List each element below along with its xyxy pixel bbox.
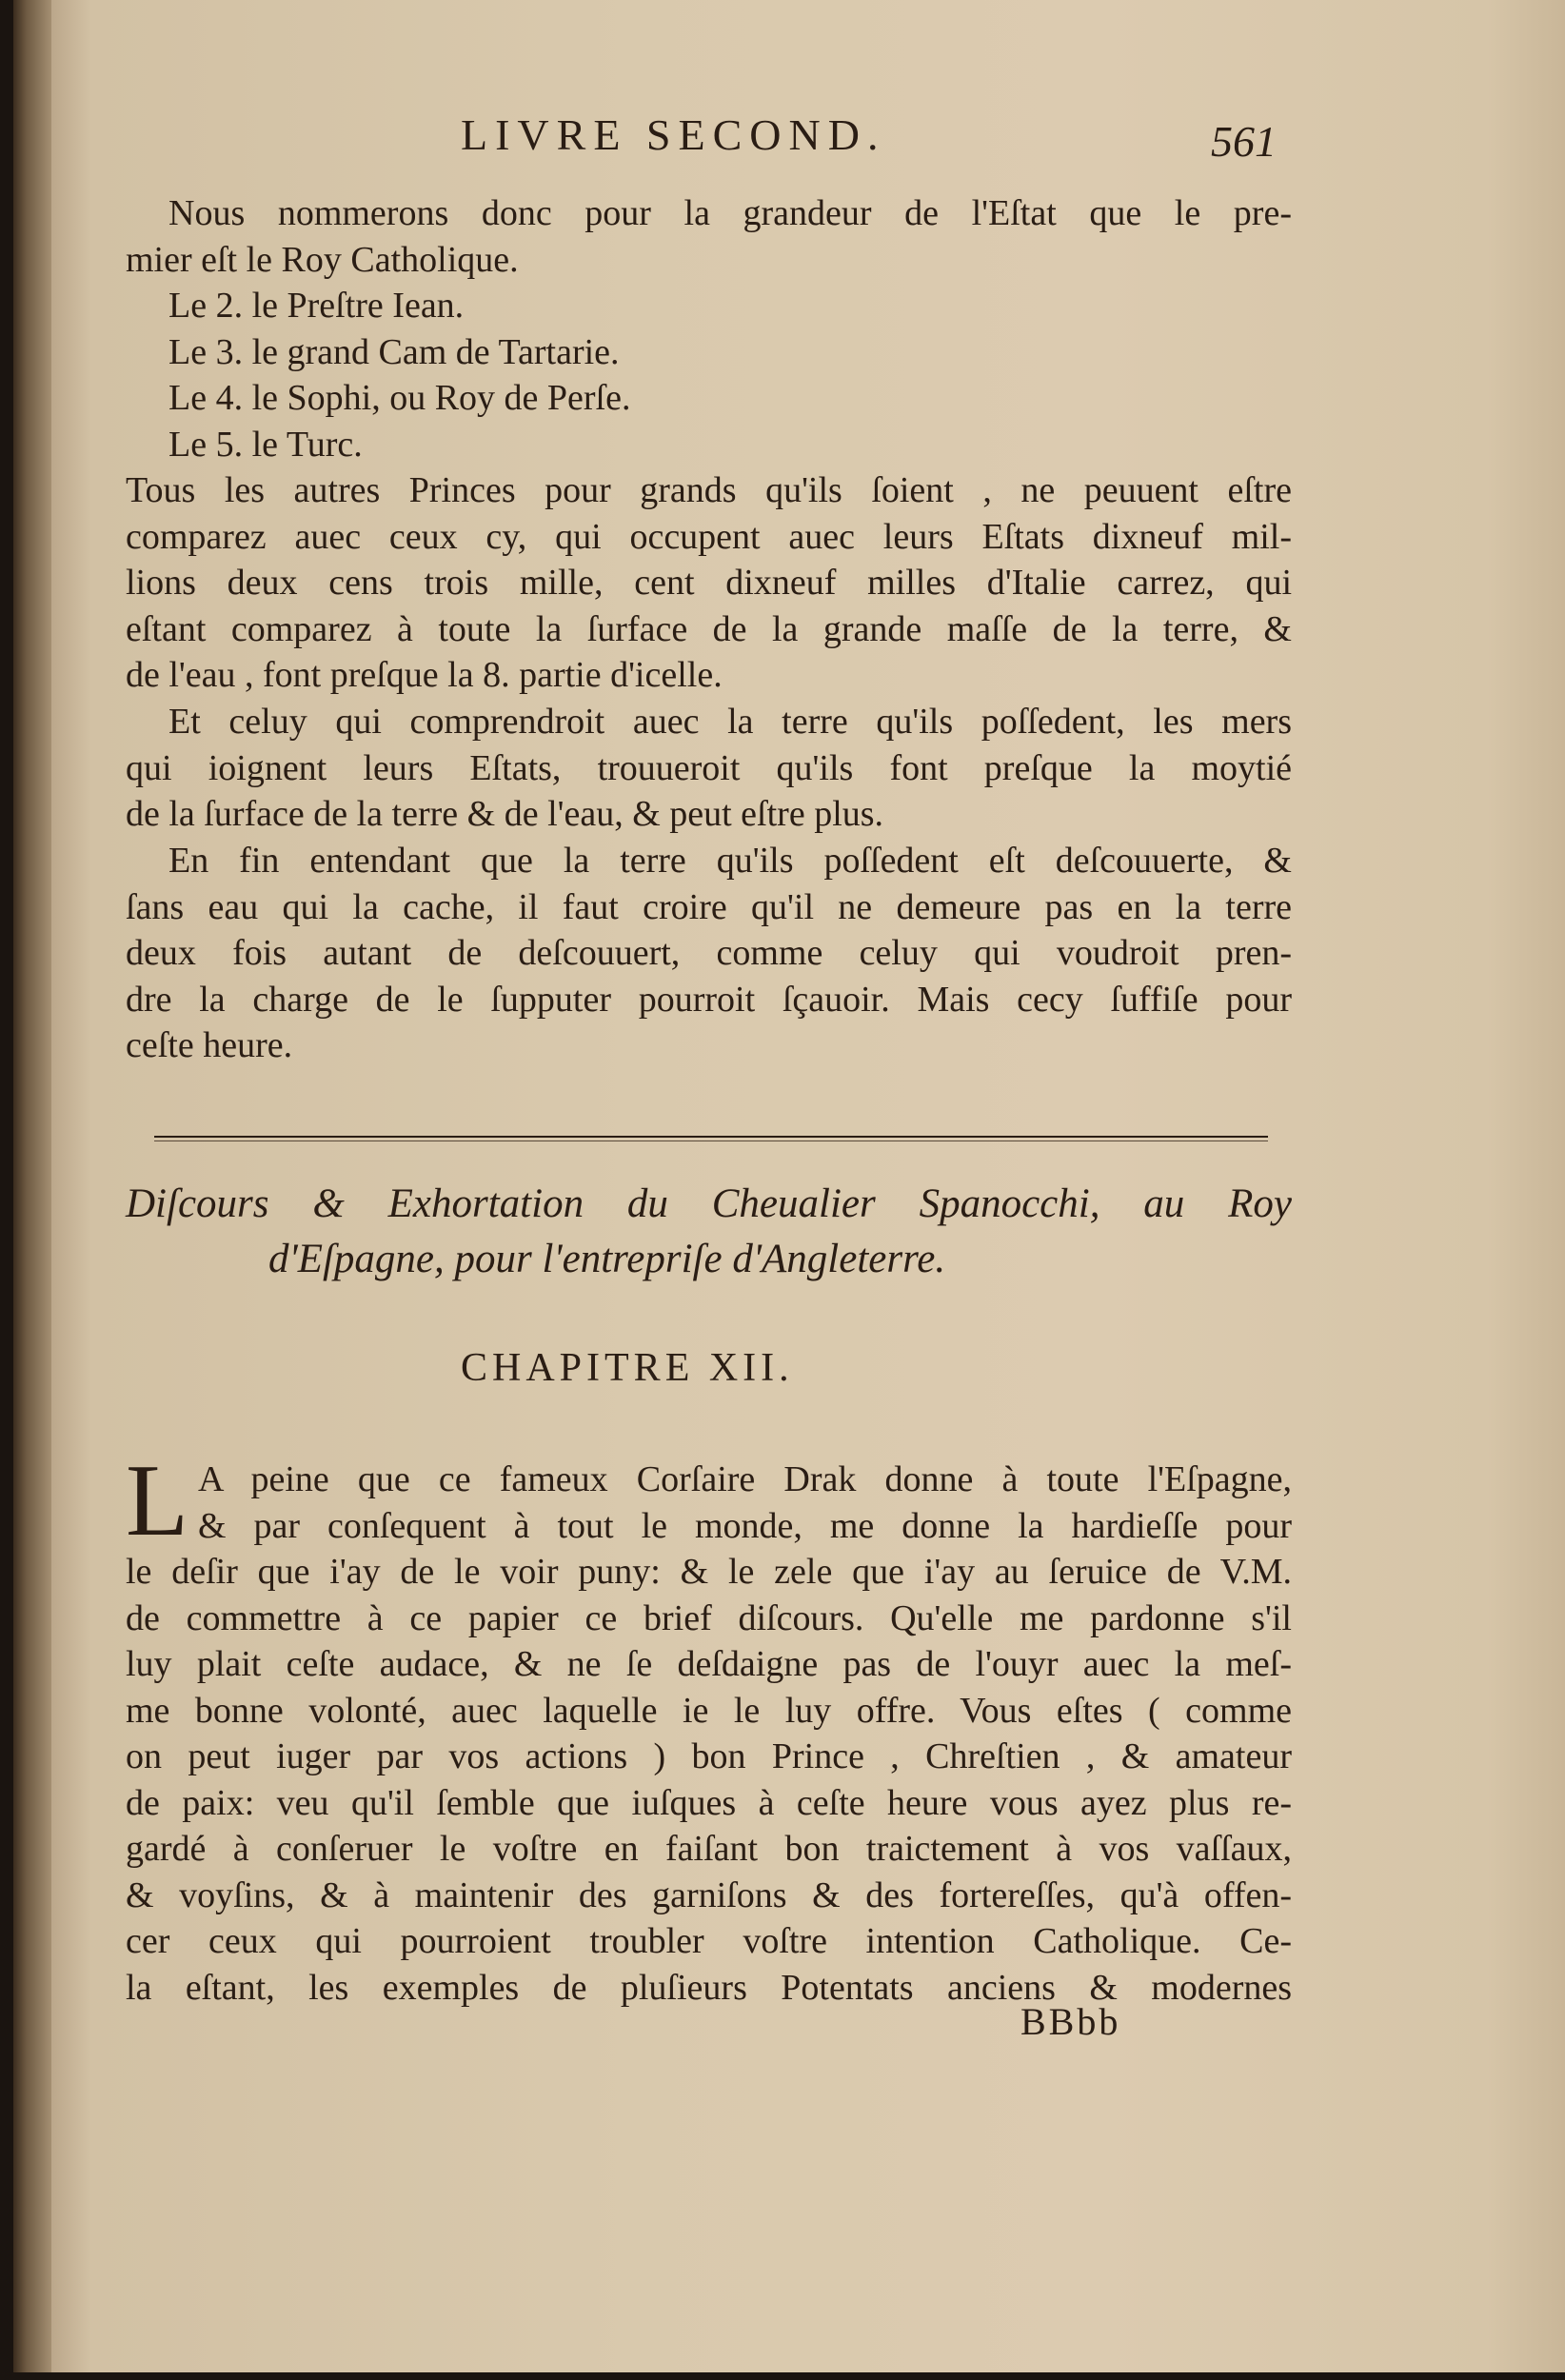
text-line: ceſte heure. bbox=[126, 1025, 293, 1065]
text-line: deux fois autant de deſcouuert, comme celuy qui voudroit pren- bbox=[126, 933, 1292, 973]
text-line: de l'eau , font preſque la 8. partie d'icelle. bbox=[126, 655, 723, 695]
list-item: Le 4. le Sophi, ou Roy de Perſe. bbox=[168, 378, 631, 418]
text-line: gardé à conſeruer le voſtre en faiſant bon traictement à vos vaſſaux, bbox=[126, 1829, 1292, 1869]
text-line: & par conſequent à tout le monde, me donne la hardieſſe pour bbox=[197, 1505, 1292, 1546]
text-line: qui ioignent leurs Eſtats, trouueroit qu'ils font preſque la moytié bbox=[126, 747, 1292, 788]
paragraph-mers bbox=[126, 699, 1292, 838]
text-line: Et celuy qui comprendroit auec la terre qu'ils poſſedent, les mers bbox=[168, 702, 1292, 742]
text-line: lions deux cens trois mille, cent dixneuf milles d'Italie carrez, qui bbox=[126, 563, 1292, 603]
list-item: Le 2. le Preſtre Iean. bbox=[168, 286, 465, 326]
text-line: mier eſt le Roy Catholique. bbox=[126, 239, 519, 280]
title-line: Diſcours & Exhortation du Cheualier Spanocchi, au Roy bbox=[126, 1181, 1292, 1226]
list-item: Le 3. le grand Cam de Tartarie. bbox=[168, 331, 620, 372]
running-head: LIVRE SECOND. bbox=[461, 110, 886, 159]
text-line: dre la charge de le ſupputer pourroit ſçauoir. Mais cecy ſuffiſe pour bbox=[126, 979, 1292, 1020]
text-line: cer ceux qui pourroient troubler voſtre intention Catholique. Ce- bbox=[126, 1921, 1292, 1961]
drop-capital: L bbox=[126, 1444, 188, 1557]
text-line: la eſtant, les exemples de pluſieurs Potentats anciens & modernes bbox=[126, 1967, 1292, 2008]
book-page bbox=[13, 0, 1565, 2372]
section-divider bbox=[154, 1136, 1268, 1138]
text-line: de paix: veu qu'il ſemble que iuſques à ceſte heure vous ayez plus re- bbox=[126, 1782, 1292, 1823]
paragraph-grandeur bbox=[126, 190, 1292, 283]
text-line: En fin entendant que la terre qu'ils poſſedent eſt deſcouuerte, & bbox=[168, 841, 1292, 881]
chapter-heading: CHAPITRE XII. bbox=[461, 1346, 794, 1390]
text-line: ſans eau qui la cache, il faut croire qu'il ne demeure pas en la terre bbox=[126, 886, 1292, 927]
text-line: & voyſins, & à maintenir des garniſons & des fortereſſes, qu'à offen- bbox=[126, 1874, 1292, 1915]
text-line: le deſir que i'ay de le voir puny: & le zele que i'ay au ſeruice de V.M. bbox=[126, 1552, 1292, 1592]
text-line: me bonne volonté, auec laquelle ie le luy offre. Vous eſtes ( comme bbox=[126, 1690, 1292, 1731]
chapter-body bbox=[126, 1444, 1292, 2011]
discourse-title bbox=[126, 1177, 1292, 1287]
text-line: Nous nommerons donc pour la grandeur de l'Eſtat que le pre- bbox=[168, 193, 1292, 233]
text-line: on peut iuger par vos actions ) bon Prince , Chreſtien , & amateur bbox=[126, 1736, 1292, 1776]
title-line: d'Eſpagne, pour l'entrepriſe d'Angleterre. bbox=[268, 1237, 946, 1281]
text-line: comparez auec ceux cy, qui occupent auec leurs Eſtats dixneuf mil- bbox=[126, 516, 1292, 557]
text-line: luy plait ceſte audace, & ne ſe deſdaigne pas de l'ouyr auec la meſ- bbox=[126, 1644, 1292, 1684]
signature-mark: BBbb bbox=[1020, 2000, 1121, 2043]
text-line: eſtant comparez à toute la ſurface de la grande maſſe de la terre, & bbox=[126, 608, 1292, 649]
text-line: Tous les autres Princes pour grands qu'ils ſoient , ne peuuent eſtre bbox=[126, 470, 1292, 510]
ranking-list bbox=[126, 283, 1292, 467]
page-number: 561 bbox=[1211, 117, 1277, 166]
page-gutter bbox=[13, 0, 51, 2372]
paragraph-autres-princes bbox=[126, 467, 1292, 699]
paragraph-descouuerte bbox=[126, 838, 1292, 1069]
text-line: A peine que ce fameux Corſaire Drak donne à toute l'Eſpagne, bbox=[197, 1459, 1292, 1499]
section-divider-thin bbox=[154, 1140, 1268, 1141]
list-item: Le 5. le Turc. bbox=[168, 424, 363, 465]
text-line: de commettre à ce papier ce brief diſcours. Qu'elle me pardonne s'il bbox=[126, 1597, 1292, 1638]
text-line: de la ſurface de la terre & de l'eau, & peut eſtre plus. bbox=[126, 794, 884, 834]
